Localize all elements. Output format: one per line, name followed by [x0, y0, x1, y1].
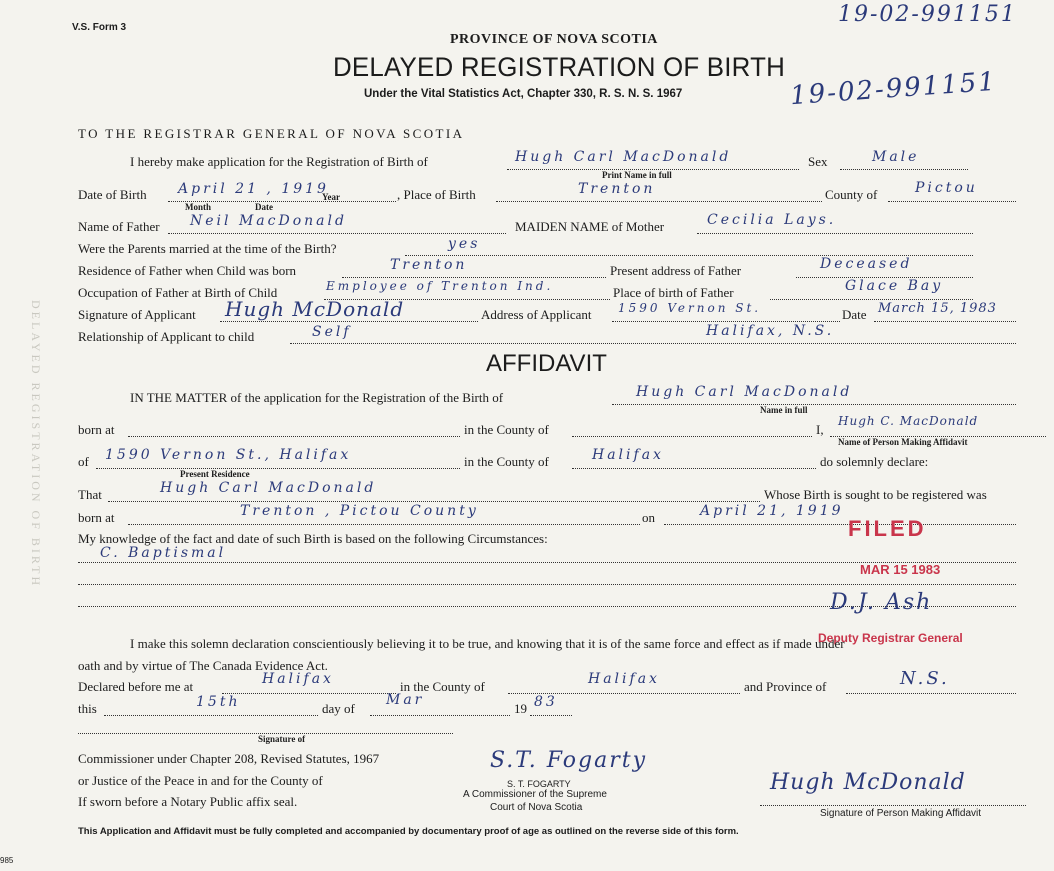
born-at-line	[128, 436, 460, 437]
occupation-value: Employee of Trenton Ind.	[326, 279, 554, 293]
applicant-address-line	[612, 321, 840, 322]
married-label: Were the Parents married at the time of the Birth?	[78, 241, 337, 256]
residence-county-line	[572, 468, 816, 469]
edge-code: 985	[0, 856, 14, 865]
month-line	[370, 715, 510, 716]
deponent-signature: Hugh McDonald	[770, 770, 966, 795]
footer-note: This Application and Affidavit must be fully completed and accompanied by documentary proof of age as outlined on the reverse side of this form.	[78, 826, 739, 837]
residence-father-line	[342, 277, 606, 278]
date-caption: Date	[255, 202, 273, 212]
declared-place-line	[222, 693, 396, 694]
date-label: Date	[842, 307, 867, 322]
circumstance-line-2	[78, 584, 1016, 585]
province-value: N.S.	[900, 668, 950, 689]
declared-county-value: Halifax	[588, 671, 660, 687]
born-county-label: in the County of	[464, 422, 549, 437]
page-subtitle: Under the Vital Statistics Act, Chapter 330, R. S. N. S. 1967	[364, 88, 683, 100]
county-label: County of	[825, 187, 878, 202]
applicant-address-label: Address of Applicant	[481, 307, 592, 322]
matter-name-value: Hugh Carl MacDonald	[636, 384, 853, 400]
born-at-label: born at	[78, 422, 115, 437]
deponent-signature-line	[760, 805, 1026, 806]
residence-line	[96, 468, 460, 469]
father-birthplace-line	[770, 299, 973, 300]
month-value: Mar	[386, 692, 425, 708]
residence-county-value: Halifax	[592, 447, 664, 463]
deponent-signature-caption: Signature of Person Making Affidavit	[820, 808, 982, 819]
commissioner-line-3: If sworn before a Notary Public affix seal.	[78, 794, 298, 809]
birthplace-value: Trenton	[578, 181, 656, 197]
month-caption: Month	[185, 202, 212, 212]
child-name-caption: Print Name in full	[602, 170, 672, 180]
year-value: 83	[534, 694, 558, 710]
province-label: and Province of	[744, 679, 827, 694]
handwritten-top-number: 19-02-991151	[838, 2, 1017, 27]
mother-label: MAIDEN NAME of Mother	[515, 219, 665, 234]
dob-label: Date of Birth	[78, 187, 147, 202]
father-value: Neil MacDonald	[190, 213, 347, 229]
born-place-line	[128, 524, 640, 525]
sex-label: Sex	[808, 154, 828, 169]
residence-father-value: Trenton	[390, 257, 468, 273]
county-value: Pictou	[915, 180, 978, 196]
filed-stamp-date: MAR 15 1983	[860, 562, 941, 577]
affidavit-heading: AFFIDAVIT	[486, 350, 607, 377]
applicant-address-value: 1590 Vernon St.	[618, 301, 762, 315]
date-value: March 15, 1983	[878, 301, 997, 316]
applicant-city-value: Halifax, N.S.	[706, 323, 835, 339]
of-label: of	[78, 454, 89, 469]
signature-of-caption: Signature of	[258, 734, 306, 744]
occupation-label: Occupation of Father at Birth of Child	[78, 285, 278, 300]
application-intro: I hereby make application for the Registration of Birth of	[130, 154, 428, 169]
i-label: I,	[816, 422, 824, 437]
knowledge-label: My knowledge of the fact and date of such Birth is based on the following Circumstances:	[78, 531, 548, 546]
applicant-signature-line	[220, 321, 478, 322]
deponent-caption: Name of Person Making Affidavit	[838, 437, 968, 447]
commissioner-stamp-name: S. T. FOGARTY	[507, 779, 571, 789]
present-address-label: Present address of Father	[610, 263, 742, 278]
father-birthplace-value: Glace Bay	[845, 278, 944, 294]
residence-value: 1590 Vernon St., Halifax	[105, 447, 352, 463]
day-line	[104, 715, 318, 716]
residence-caption: Present Residence	[180, 469, 250, 479]
declared-county-label: in the County of	[400, 679, 485, 694]
commissioner-signature: S.T. Fogarty	[490, 748, 647, 773]
declared-place-value: Halifax	[262, 671, 334, 687]
child-name-value: Hugh Carl MacDonald	[515, 149, 732, 165]
matter-name-line	[612, 404, 1016, 405]
province-line	[846, 693, 1016, 694]
born-county-line	[572, 436, 812, 437]
year-line	[530, 715, 572, 716]
form-id: V.S. Form 3	[72, 22, 127, 33]
bleed-through-text: DELAYED REGISTRATION OF BIRTH	[29, 300, 43, 589]
filed-stamp-title: Deputy Registrar General	[818, 631, 963, 645]
residence-father-label: Residence of Father when Child was born	[78, 263, 297, 278]
born-at2-label: born at	[78, 510, 115, 525]
matter-name-caption: Name in full	[760, 405, 808, 415]
year-prefix: 19	[514, 701, 527, 716]
commissioner-stamp-line3: Court of Nova Scotia	[490, 802, 583, 813]
applicant-signature: Hugh McDonald	[225, 297, 405, 321]
birthplace-label: , Place of Birth	[397, 187, 476, 202]
declare-label: do solemnly declare:	[820, 454, 929, 469]
born-date-line	[664, 524, 1016, 525]
year-caption: Year	[322, 192, 340, 202]
mother-value: Cecilia Lays.	[707, 212, 837, 228]
page-title: DELAYED REGISTRATION OF BIRTH	[333, 52, 786, 82]
county-line	[888, 201, 1016, 202]
applicant-signature-label: Signature of Applicant	[78, 307, 196, 322]
that-line	[108, 501, 760, 502]
commissioner-line-2: or Justice of the Peace in and for the County of	[78, 773, 323, 788]
father-line	[168, 233, 506, 234]
commissioner-stamp-line2: A Commissioner of the Supreme	[463, 789, 607, 800]
sex-line	[840, 169, 968, 170]
relationship-value: Self	[312, 324, 352, 340]
commissioner-line-1: Commissioner under Chapter 208, Revised Statutes, 1967	[78, 751, 380, 766]
whose-label: Whose Birth is sought to be registered was	[764, 487, 987, 502]
married-value: yes	[448, 236, 481, 252]
handwritten-registration-number: 19-02-991151	[789, 66, 998, 112]
deponent-value: Hugh C. MacDonald	[838, 414, 979, 428]
born-date-value: April 21, 1919	[700, 503, 844, 519]
born-place-value: Trenton , Pictou County	[240, 503, 479, 519]
present-address-value: Deceased	[820, 256, 913, 272]
residence-county-label: in the County of	[464, 454, 549, 469]
province-heading: PROVINCE OF NOVA SCOTIA	[450, 32, 658, 47]
date-line	[874, 321, 1016, 322]
father-label: Name of Father	[78, 219, 160, 234]
birthplace-line	[496, 201, 822, 202]
matter-label: IN THE MATTER of the application for the Registration of the Birth of	[130, 390, 504, 405]
solemn-text-1: I make this solemn declaration conscientiously believing it to be true, and knowing that it is of the same force and effect as if made under	[130, 636, 845, 651]
filed-stamp-signature: D.J. Ash	[830, 590, 933, 615]
day-value: 15th	[196, 694, 241, 710]
sex-value: Male	[872, 149, 920, 165]
on-label: on	[642, 510, 655, 525]
addressee: TO THE REGISTRAR GENERAL OF NOVA SCOTIA	[78, 126, 465, 141]
mother-line	[697, 233, 973, 234]
relationship-line	[290, 343, 1016, 344]
declared-label: Declared before me at	[78, 679, 194, 694]
relationship-label: Relationship of Applicant to child	[78, 329, 255, 344]
that-name-value: Hugh Carl MacDonald	[160, 480, 377, 496]
dob-value: April 21 , 1919	[178, 181, 329, 197]
solemn-text-2: oath and by virtue of The Canada Evidence Act.	[78, 658, 328, 673]
filed-stamp-word: FILED	[848, 516, 927, 541]
father-birthplace-label: Place of birth of Father	[613, 285, 734, 300]
day-label: day of	[322, 701, 355, 716]
this-label: this	[78, 701, 97, 716]
circumstance-value: C. Baptismal	[100, 545, 227, 561]
that-label: That	[78, 487, 102, 502]
